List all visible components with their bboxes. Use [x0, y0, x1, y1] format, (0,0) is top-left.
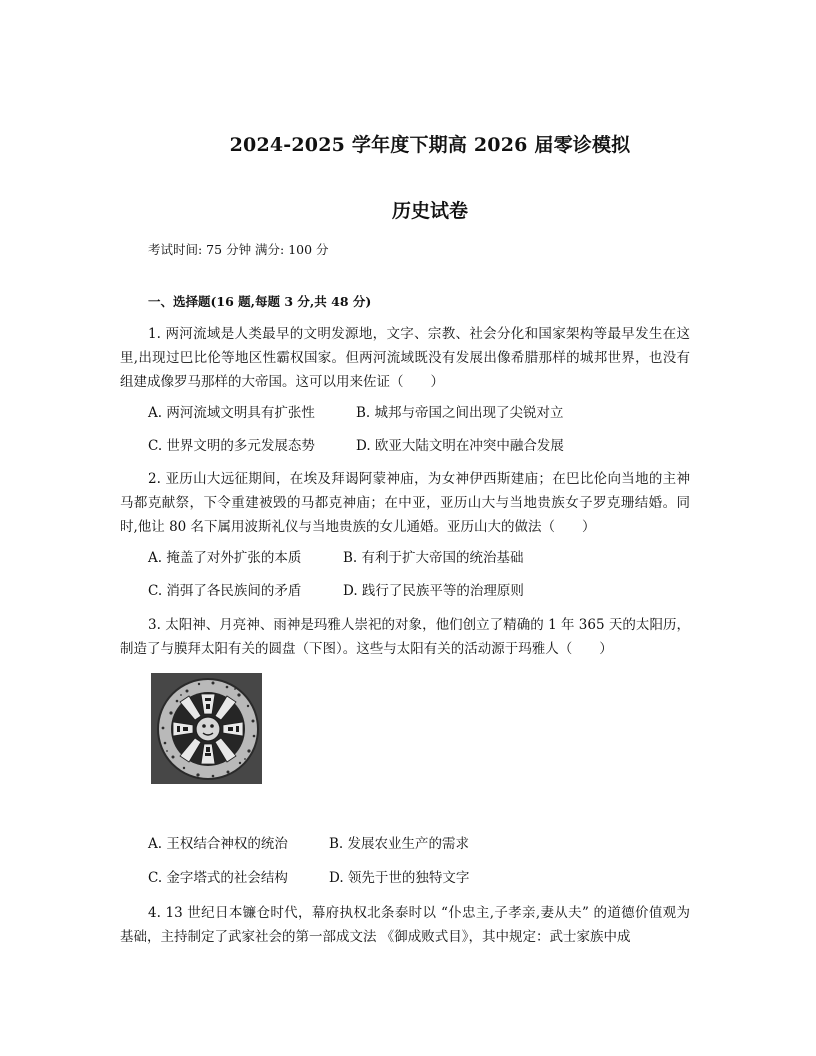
question-3-option-d: D. 领先于世的独特文字	[329, 870, 470, 886]
exam-subject: 历史试卷	[391, 200, 468, 222]
question-1-option-a: A. 两河流域文明具有扩张性	[148, 405, 315, 421]
section-heading: 一、选择题(16 题,每题 3 分,共 48 分)	[148, 294, 372, 309]
question-2-stem: 2. 亚历山大远征期间，在埃及拜谒阿蒙神庙，为女神伊西斯建庙；在巴比伦向当地的主神马都克献祭，下令重建被毁的马都克神庙；在中亚，亚历山大与当地贵族女子罗克珊结婚。同时,他让 80 名下属用波斯礼仪与当地贵族的女儿通婚。亚历山大的做法（ ）	[120, 471, 690, 535]
question-1-stem: 1. 两河流域是人类最早的文明发源地，文字、宗教、社会分化和国家架构等最早发生在这里,出现过巴比伦等地区性霸权国家。但两河流域既没有发展出像希腊那样的城邦世界，也没有组建成像罗马那样的大帝国。这可以用来佐证（ ）	[120, 326, 690, 390]
question-2-option-c: C. 消弭了各民族间的矛盾	[148, 583, 302, 599]
exam-info: 考试时间: 75 分钟 满分: 100 分	[148, 242, 329, 257]
question-4-stem: 4. 13 世纪日本镰仓时代，幕府执权北条泰时以 “仆忠主,子孝亲,妻从夫” 的道德价值观为基础，主持制定了武家社会的第一部成文法 《御成败式目》，其中规定：武士家族中成	[120, 905, 690, 945]
question-2-option-d: D. 践行了民族平等的治理原则	[343, 583, 524, 599]
question-3-option-a: A. 王权结合神权的统治	[148, 836, 288, 852]
question-1-option-c: C. 世界文明的多元发展态势	[148, 438, 315, 454]
question-3-option-b: B. 发展农业生产的需求	[329, 836, 470, 852]
sun-disc-image	[151, 673, 262, 784]
question-1-option-b: B. 城邦与帝国之间出现了尖锐对立	[356, 405, 564, 421]
question-3-option-c: C. 金字塔式的社会结构	[148, 870, 288, 886]
question-2-option-a: A. 掩盖了对外扩张的本质	[148, 550, 302, 566]
question-3-stem: 3. 太阳神、月亮神、雨神是玛雅人崇祀的对象，他们创立了精确的 1 年 365 天的太阳历，制造了与膜拜太阳有关的圆盘（下图）。这些与太阳有关的活动源于玛雅人（ ）	[120, 617, 690, 657]
question-1-option-d: D. 欧亚大陆文明在冲突中融合发展	[356, 438, 564, 454]
question-2-option-b: B. 有利于扩大帝国的统治基础	[343, 550, 524, 566]
exam-title: 2024-2025 学年度下期高 2026 届零诊模拟	[229, 134, 631, 156]
